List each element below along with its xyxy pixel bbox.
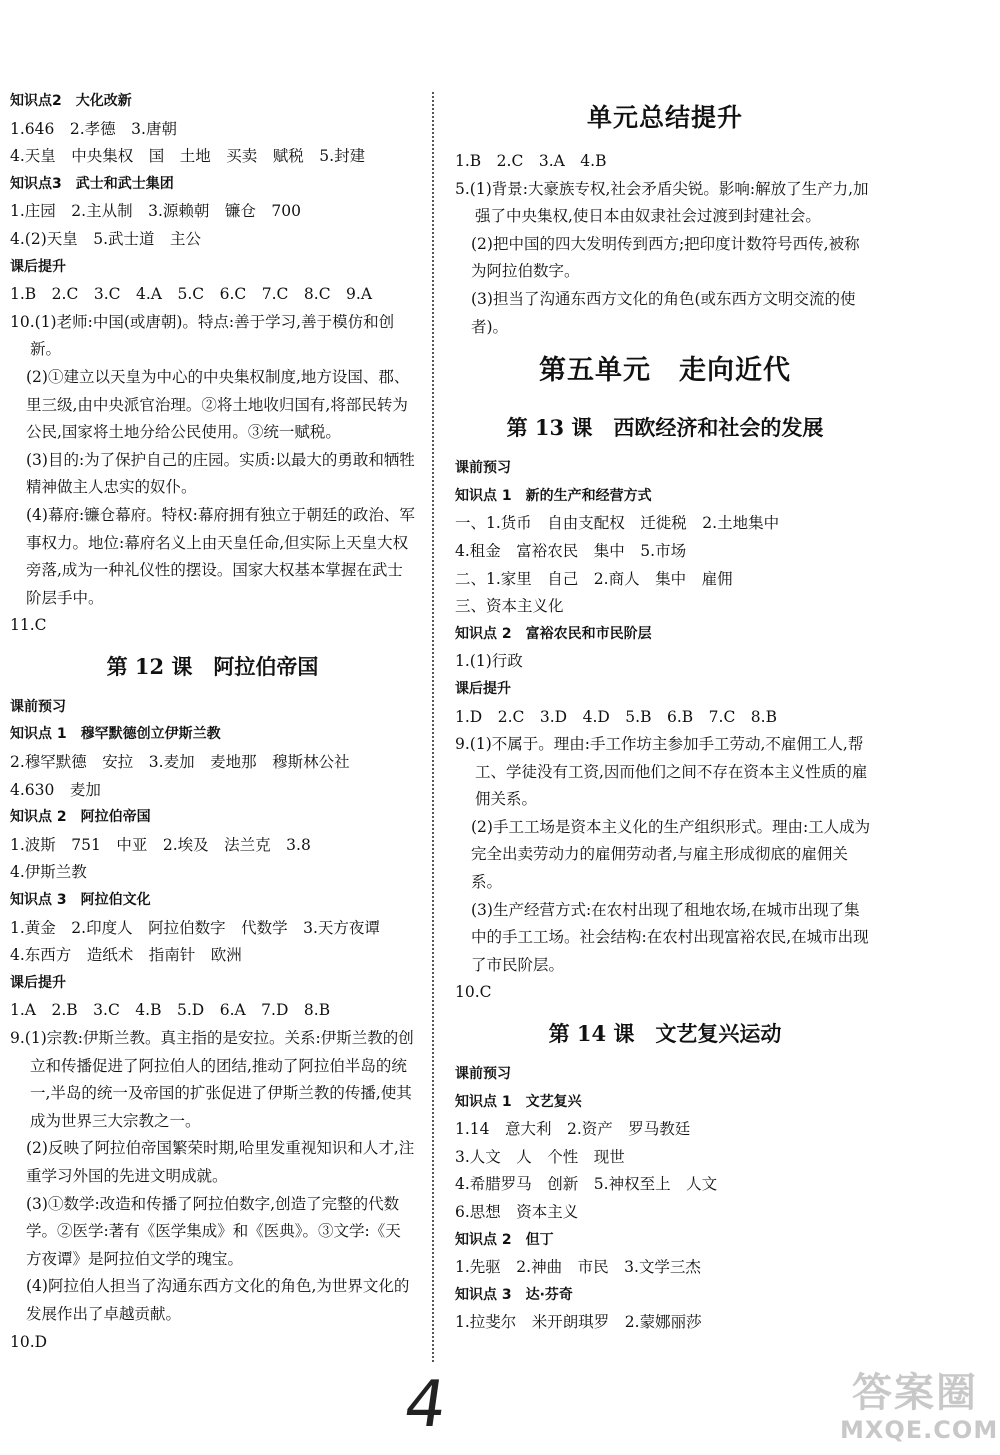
- answer-line: 11.C: [10, 616, 47, 635]
- answer-paragraph: (2)把中国的四大发明传到西方;把印度计数符号西传,被称为阿拉伯数字。: [471, 234, 860, 281]
- lesson-title: 第 13 课 西欧经济和社会的发展: [506, 415, 824, 441]
- answer-paragraph: (3)目的:为了保护自己的庄园。实质:以最大的勇敢和牺牲精神做主人忠实的奴仆。: [26, 450, 415, 497]
- section-heading: 课后提升: [10, 258, 66, 275]
- answer-line: 二、1.家里 自己 2.商人 集中 雇佣: [455, 569, 733, 588]
- watermark-logo-text: 答案圈: [852, 1370, 978, 1416]
- kp-heading: 知识点 2 富裕农民和市民阶层: [455, 625, 652, 642]
- answer-line: 一、1.货币 自由支配权 迁徙税 2.土地集中: [455, 514, 780, 533]
- answer-paragraph: (2)手工工场是资本主义化的生产组织形式。理由:工人成为完全出卖劳动力的雇佣劳动者,与雇主形成彻底的雇佣关系。: [471, 817, 871, 892]
- section-heading: 课前预习: [455, 460, 511, 477]
- unit-title: 第五单元 走向近代: [539, 355, 791, 387]
- answer-line: 1.B 2.C 3.A 4.B: [455, 152, 607, 170]
- kp-heading: 知识点 3 阿拉伯文化: [10, 892, 151, 909]
- answer-paragraph: (2)反映了阿拉伯帝国繁荣时期,哈里发重视知识和人才,注重学习外国的先进文明成就。: [26, 1139, 415, 1185]
- handwritten-page-number: 4: [399, 1368, 451, 1442]
- answer-paragraph: (3)生产经营方式:在农村出现了租地农场,在城市出现了集中的手工工场。社会结构:在农村出现富裕农民,在城市出现了市民阶层。: [471, 900, 869, 974]
- answer-line: 3.人文 人 个性 现世: [455, 1147, 625, 1166]
- answer-line: 1.B 2.C 3.C 4.A 5.C 6.C 7.C 8.C 9.A: [10, 285, 373, 304]
- answer-line: 1.拉斐尔 米开朗琪罗 2.蒙娜丽莎: [455, 1313, 702, 1332]
- section-heading: 课后提升: [10, 974, 66, 991]
- answer-paragraph: (4)阿拉伯人担当了沟通东西方文化的角色,为世界文化的发展作出了卓越贡献。: [26, 1277, 410, 1323]
- answer-line: 1.D 2.C 3.D 4.D 5.B 6.B 7.C 8.B: [455, 707, 777, 726]
- answer-line: 1.646 2.孝德 3.唐朝: [10, 119, 177, 138]
- answer-paragraph: (3)①数学:改造和传播了阿拉伯数字,创造了完整的代数学。②医学:著有《医学集成》和《医典》。③文学:《天方夜谭》是阿拉伯文学的瑰宝。: [26, 1194, 401, 1268]
- answer-line: 1.黄金 2.印度人 阿拉伯数字 代数学 3.天方夜谭: [10, 918, 380, 937]
- answer-paragraph: (3)担当了沟通东西方文化的角色(或东西方文明交流的使者)。: [471, 289, 856, 336]
- answer-line: 4.希腊罗马 创新 5.神权至上 人文: [455, 1175, 718, 1194]
- answer-paragraph: (2)①建立以天皇为中心的中央集权制度,地方设国、郡、里三级,由中央派官治理。②将土地收归国有,将部民转为公民,国家将土地分给公民使用。③统一赋税。: [26, 367, 410, 442]
- kp-heading: 知识点 1 新的生产和经营方式: [455, 487, 652, 504]
- answer-line: 1.14 意大利 2.资产 罗马教廷: [455, 1120, 691, 1139]
- kp-heading: 知识点 2 但丁: [455, 1231, 554, 1248]
- section-heading: 课前预习: [10, 698, 66, 715]
- summary-title: 单元总结提升: [586, 103, 743, 132]
- watermark: [840, 1370, 999, 1450]
- answer-line: 4.租金 富裕农民 集中 5.市场: [455, 541, 687, 560]
- kp-heading: 知识点 1 穆罕默德创立伊斯兰教: [10, 726, 221, 743]
- answer-line: 4.(2)天皇 5.武士道 主公: [10, 229, 202, 248]
- answer-line: 三、资本主义化: [455, 597, 564, 616]
- answer-line: 1.(1)行政: [455, 652, 523, 671]
- right-column: [455, 88, 875, 1337]
- section-heading: 课前预习: [455, 1066, 511, 1083]
- answer-paragraph: 9.(1)宗教:伊斯兰教。真主指的是安拉。关系:伊斯兰教的创立和传播促进了阿拉伯人的团结,推动了阿拉伯半岛的统一,半岛的统一及帝国的扩张促进了伊斯兰教的传播,使其成为世界三大宗教之一。: [10, 1029, 414, 1130]
- watermark-site: MXQE.COM: [840, 1416, 999, 1444]
- answer-line: 1.波斯 751 中亚 2.埃及 法兰克 3.8: [10, 835, 311, 854]
- lesson-title: 第 12 课 阿拉伯帝国: [106, 653, 319, 679]
- answer-line: 2.穆罕默德 安拉 3.麦加 麦地那 穆斯林公社: [10, 753, 350, 772]
- answer-paragraph: (4)幕府:镰仓幕府。特权:幕府拥有独立于朝廷的政治、军事权力。地位:幕府名义上由天皇任命,但实际上天皇大权旁落,成为一种礼仪性的摆设。国家大权基本掌握在武士阶层手中。: [26, 505, 415, 607]
- answer-line: 4.天皇 中央集权 国 土地 买卖 赋税 5.封建: [10, 147, 366, 166]
- answer-paragraph: 10.(1)老师:中国(或唐朝)。特点:善于学习,善于模仿和创新。: [10, 312, 395, 359]
- kp-heading: 知识点2 大化改新: [10, 93, 132, 109]
- kp-heading: 知识点 2 阿拉伯帝国: [10, 809, 151, 826]
- answer-line: 4.东西方 造纸术 指南针 欧洲: [10, 946, 242, 965]
- answer-line: 6.思想 资本主义: [455, 1203, 579, 1221]
- column-divider: [432, 92, 434, 1362]
- kp-heading: 知识点 1 文艺复兴: [455, 1093, 582, 1110]
- answer-line: 10.C: [455, 983, 492, 1002]
- answer-paragraph: 9.(1)不属于。理由:手工作坊主参加手工劳动,不雇佣工人,帮工、学徒没有工资,因而他们之间不存在资本主义性质的雇佣关系。: [455, 735, 868, 809]
- left-column: [10, 88, 415, 1356]
- section-heading: 课后提升: [455, 680, 511, 697]
- lesson-title: 第 14 课 文艺复兴运动: [548, 1021, 782, 1047]
- answer-line: 4.630 麦加: [10, 780, 101, 799]
- kp-heading: 知识点 3 达·芬奇: [455, 1286, 573, 1303]
- answer-paragraph: 5.(1)背景:大豪族专权,社会矛盾尖锐。影响:解放了生产力,加强了中央集权,使日本由奴隶社会过渡到封建社会。: [455, 179, 869, 226]
- answer-line: 1.先驱 2.神曲 市民 3.文学三杰: [455, 1258, 701, 1277]
- answer-line: 1.A 2.B 3.C 4.B 5.D 6.A 7.D 8.B: [10, 1001, 331, 1020]
- answer-line: 1.庄园 2.主从制 3.源赖朝 镰仓 700: [10, 202, 301, 221]
- answer-line: 4.伊斯兰教: [10, 863, 87, 882]
- kp-heading: 知识点3 武士和武士集团: [10, 175, 174, 192]
- answer-line: 10.D: [10, 1332, 48, 1351]
